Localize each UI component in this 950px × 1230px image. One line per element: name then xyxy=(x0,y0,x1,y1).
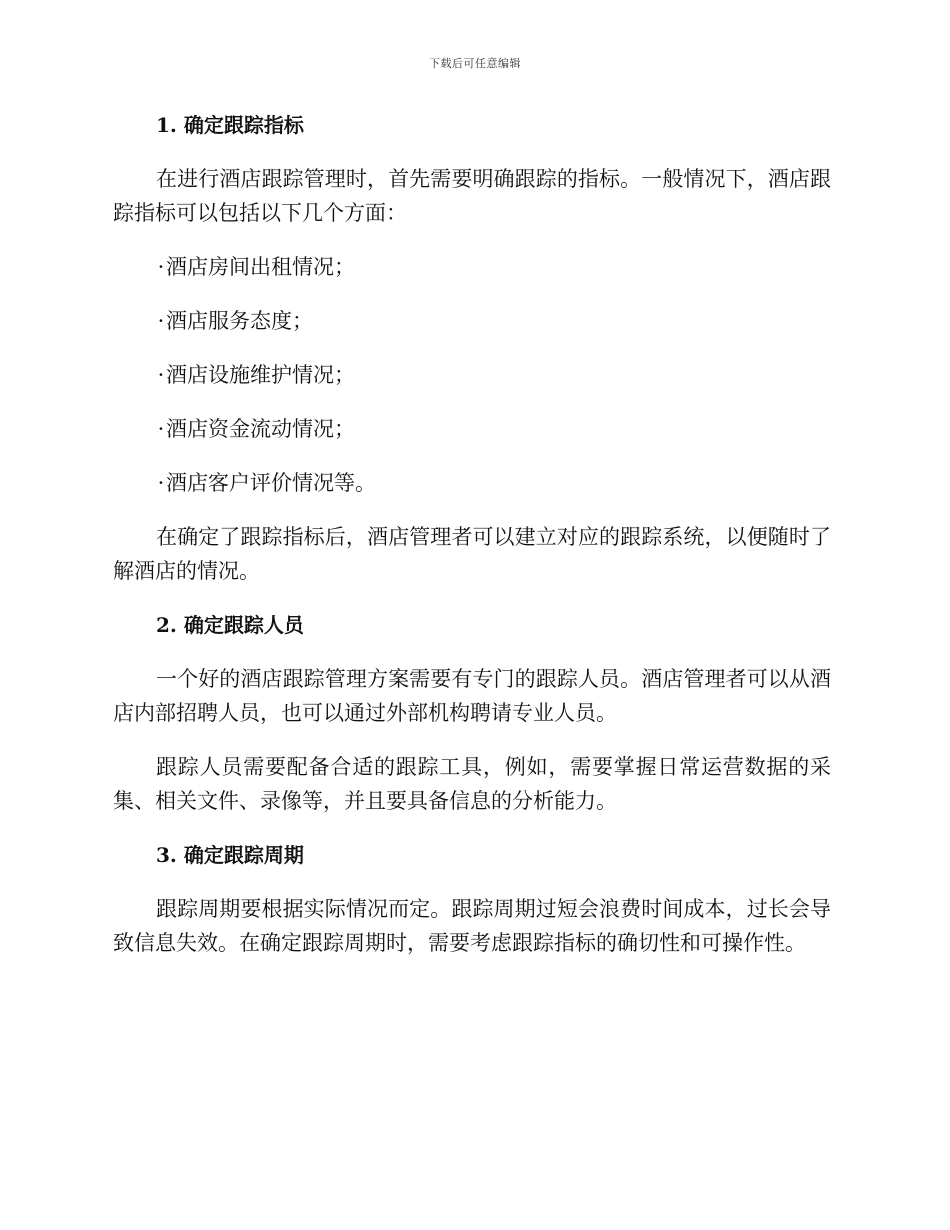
section-1-closing: 在确定了跟踪指标后，酒店管理者可以建立对应的跟踪系统，以便随时了解酒店的情况。 xyxy=(113,525,831,583)
section-3-paragraph-1: 跟踪周期要根据实际情况而定。跟踪周期过短会浪费时间成本，过长会导致信息失效。在确定跟踪周期时，需要考虑跟踪指标的确切性和可操作性。 xyxy=(113,897,831,955)
section-1-heading: 1. 确定跟踪指标 xyxy=(156,113,304,137)
section-3-heading: 3. 确定跟踪周期 xyxy=(156,843,304,867)
list-item-text: 酒店服务态度； xyxy=(166,309,313,333)
page-header: 下载后可任意编辑 xyxy=(429,57,521,70)
list-item xyxy=(113,412,831,446)
section-1-intro: 在进行酒店跟踪管理时，首先需要明确跟踪的指标。一般情况下，酒店跟踪指标可以包括以下几个方面： xyxy=(113,167,831,225)
list-item xyxy=(113,466,831,500)
section-2-paragraph-2: 跟踪人员需要配备合适的跟踪工具，例如，需要掌握日常运营数据的采集、相关文件、录像等，并且要具备信息的分析能力。 xyxy=(113,755,831,813)
list-item xyxy=(113,358,831,392)
document-body xyxy=(113,108,831,980)
bullet-icon: · xyxy=(157,363,165,387)
list-item xyxy=(113,304,831,338)
section-2-heading: 2. 确定跟踪人员 xyxy=(156,613,304,637)
list-item-text: 酒店客户评价情况等。 xyxy=(166,471,376,495)
list-item-text: 酒店房间出租情况； xyxy=(166,255,355,279)
list-item xyxy=(113,250,831,284)
bullet-icon: · xyxy=(157,309,165,333)
bullet-icon: · xyxy=(157,417,165,441)
section-2-paragraph-1: 一个好的酒店跟踪管理方案需要有专门的跟踪人员。酒店管理者可以从酒店内部招聘人员，也可以通过外部机构聘请专业人员。 xyxy=(113,667,831,725)
bullet-icon: · xyxy=(157,471,165,495)
list-item-text: 酒店设施维护情况； xyxy=(166,363,355,387)
bullet-icon: · xyxy=(157,255,165,279)
list-item-text: 酒店资金流动情况； xyxy=(166,417,355,441)
